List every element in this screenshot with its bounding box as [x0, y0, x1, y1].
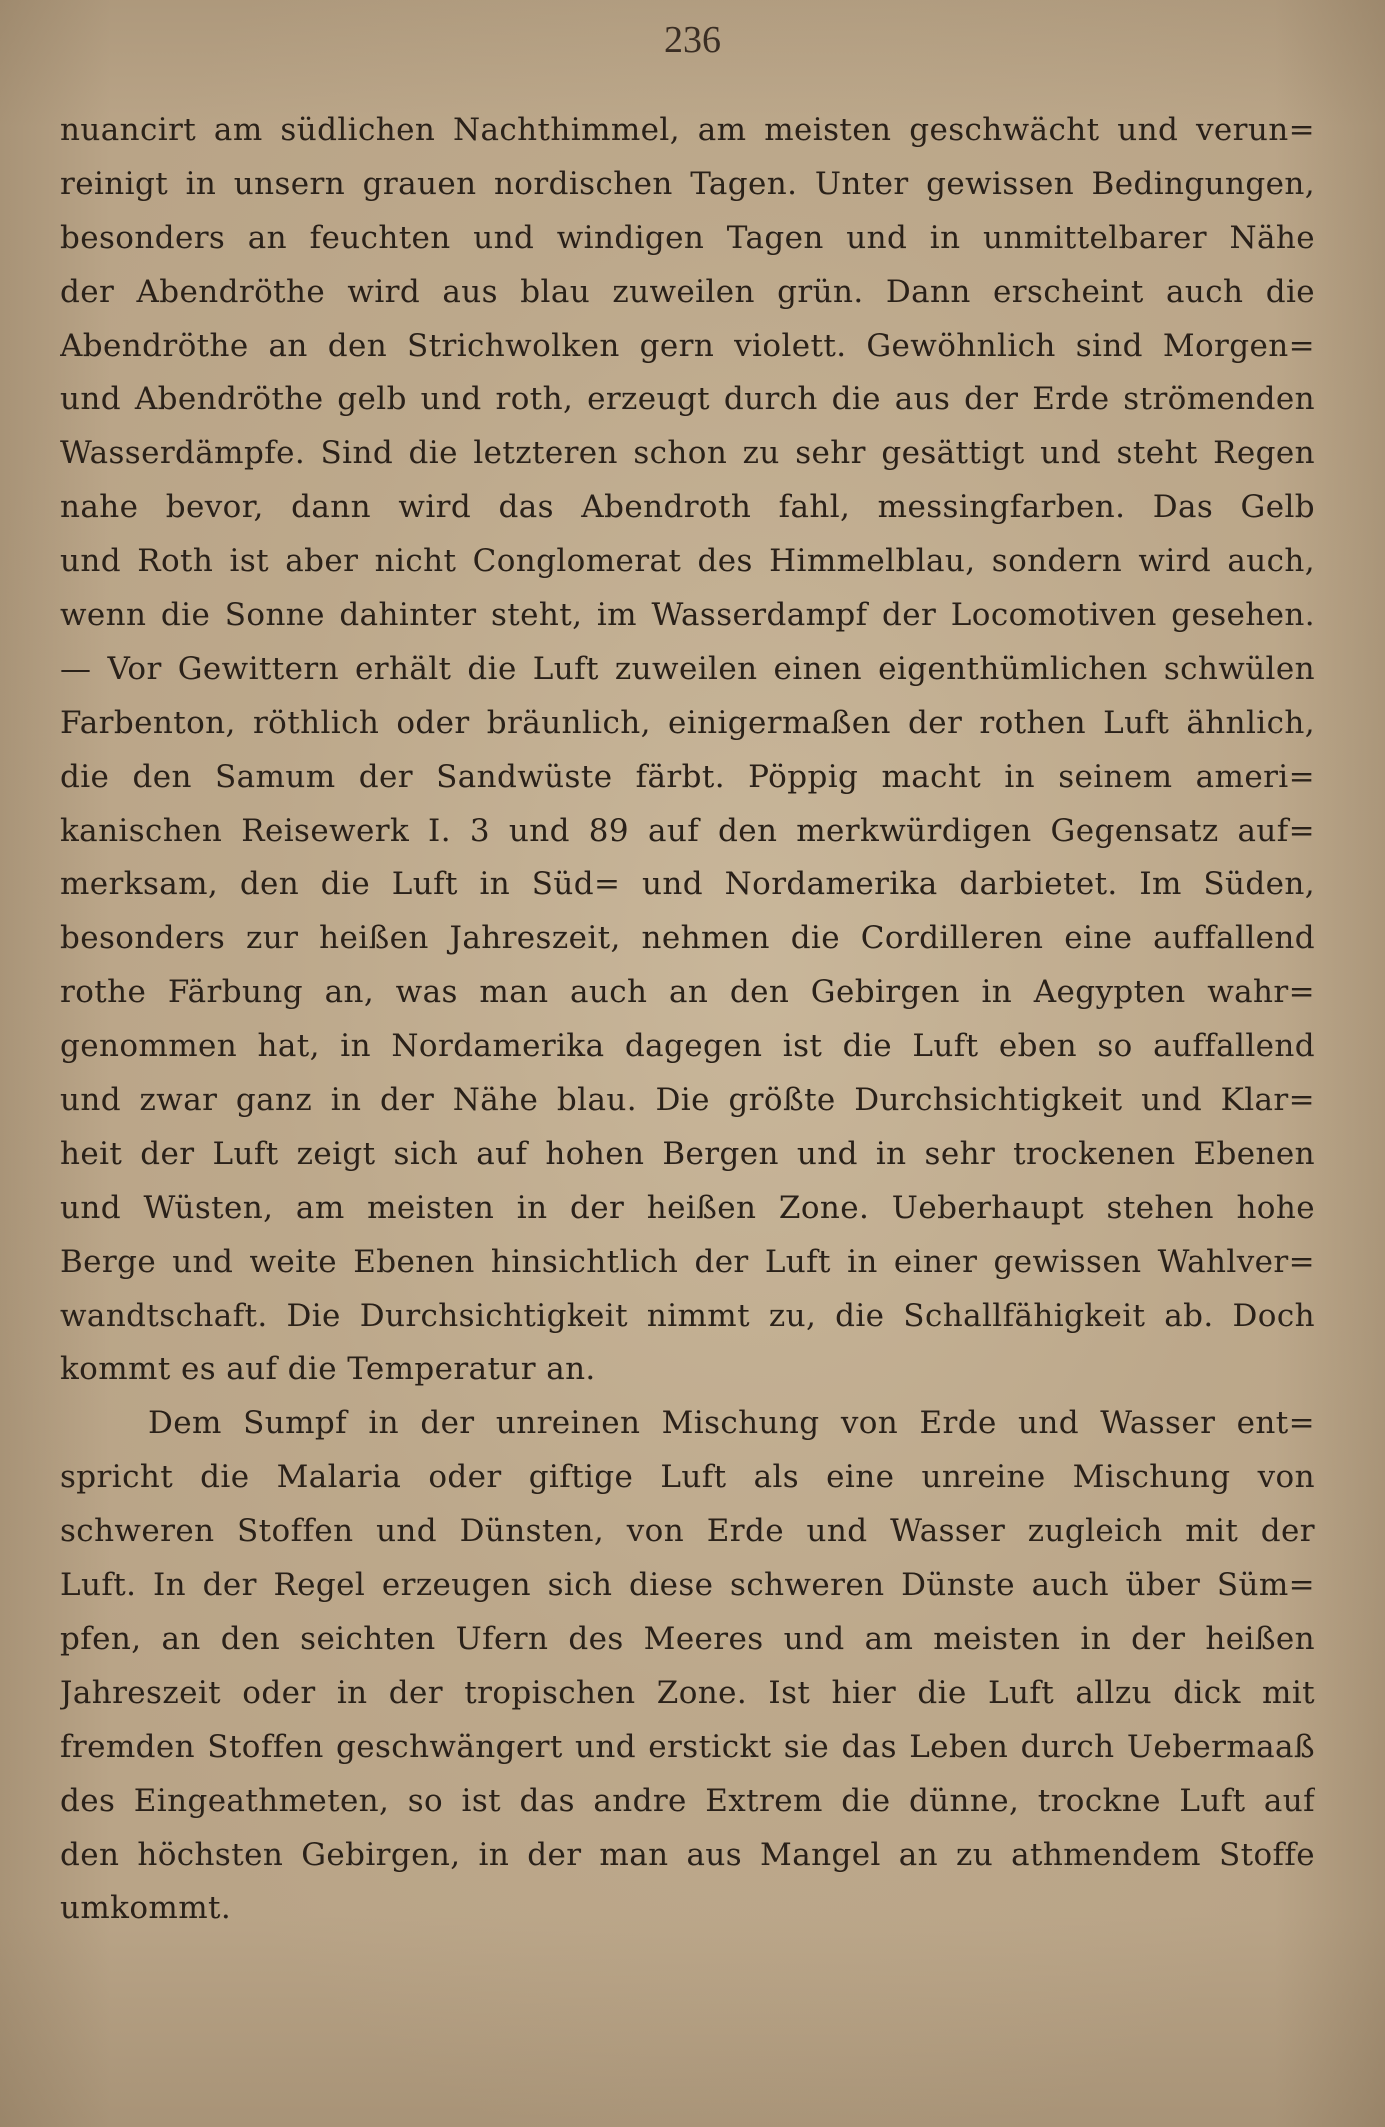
text-line: fremden Stoffen geschwängert und erstickt sie das Leben durch Uebermaaß — [60, 1728, 1315, 1765]
text-line: Farbenton, röthlich oder bräunlich, einigermaßen der rothen Luft ähnlich, — [60, 704, 1315, 741]
text-line: reinigt in unsern grauen nordischen Tagen. Unter gewissen Bedingungen, — [60, 165, 1315, 202]
text-line: wenn die Sonne dahinter steht, im Wasserdampf der Locomotiven gesehen. — [60, 597, 1315, 634]
text-line: Dem Sumpf in der unreinen Mischung von Erde und Wasser ent= — [148, 1405, 1315, 1442]
text-line: die den Samum der Sandwüste färbt. Pöppig macht in seinem ameri= — [60, 758, 1315, 795]
text-line: spricht die Malaria oder giftige Luft als eine unreine Mischung von — [60, 1459, 1315, 1496]
text-line: besonders an feuchten und windigen Tagen und in unmittelbarer Nähe — [60, 219, 1315, 256]
text-line: des Eingeathmeten, so ist das andre Extrem die dünne, trockne Luft auf — [60, 1782, 1315, 1819]
page-number: 236 — [664, 19, 721, 61]
text-line: Jahreszeit oder in der tropischen Zone. Ist hier die Luft allzu dick mit — [60, 1674, 1315, 1711]
text-line: genommen hat, in Nordamerika dagegen ist die Luft eben so auffallend — [60, 1028, 1315, 1065]
text-line: umkommt. — [60, 1890, 232, 1927]
text-line: besonders zur heißen Jahreszeit, nehmen die Cordilleren eine auffallend — [60, 920, 1315, 957]
text-line: den höchsten Gebirgen, in der man aus Mangel an zu athmendem Stoffe — [60, 1836, 1315, 1873]
text-line: nuancirt am südlichen Nachthimmel, am meisten geschwächt und verun= — [60, 112, 1315, 148]
text-line: und Roth ist aber nicht Conglomerat des Himmelblau, sondern wird auch, — [60, 543, 1315, 580]
text-line: der Abendröthe wird aus blau zuweilen grün. Dann erscheint auch die — [60, 273, 1315, 310]
paragraph-2 — [60, 1397, 1315, 1936]
text-line: merksam, den die Luft in Süd= und Nordamerika darbietet. Im Süden, — [60, 866, 1315, 903]
text-line: Luft. In der Regel erzeugen sich diese schweren Dünste auch über Süm= — [60, 1567, 1315, 1604]
text-line: rothe Färbung an, was man auch an den Gebirgen in Aegypten wahr= — [60, 974, 1315, 1011]
text-line: kommt es auf die Temperatur an. — [60, 1351, 596, 1388]
text-line: und zwar ganz in der Nähe blau. Die größte Durchsichtigkeit und Klar= — [60, 1082, 1315, 1119]
text-line: pfen, an den seichten Ufern des Meeres und am meisten in der heißen — [60, 1620, 1315, 1657]
text-line: schweren Stoffen und Dünsten, von Erde und Wasser zugleich mit der — [60, 1513, 1315, 1550]
text-line: nahe bevor, dann wird das Abendroth fahl, messingfarben. Das Gelb — [60, 489, 1315, 526]
text-line: kanischen Reisewerk I. 3 und 89 auf den merkwürdigen Gegensatz auf= — [60, 812, 1315, 849]
body-text — [60, 104, 1315, 1936]
text-line: und Abendröthe gelb und roth, erzeugt durch die aus der Erde strömenden — [60, 381, 1315, 418]
text-line: heit der Luft zeigt sich auf hohen Bergen und in sehr trockenen Ebenen — [60, 1135, 1315, 1172]
text-line: — Vor Gewittern erhält die Luft zuweilen einen eigenthümlichen schwülen — [60, 650, 1315, 687]
text-line: Wasserdämpfe. Sind die letzteren schon zu sehr gesättigt und steht Regen — [60, 435, 1315, 472]
text-line: Berge und weite Ebenen hinsichtlich der Luft in einer gewissen Wahlver= — [60, 1243, 1315, 1280]
text-line: wandtschaft. Die Durchsichtigkeit nimmt zu, die Schallfähigkeit ab. Doch — [60, 1297, 1315, 1334]
text-line: und Wüsten, am meisten in der heißen Zone. Ueberhaupt stehen hohe — [60, 1189, 1315, 1226]
paragraph-1 — [60, 104, 1315, 1397]
text-line: Abendröthe an den Strichwolken gern violett. Gewöhnlich sind Morgen= — [60, 327, 1315, 364]
